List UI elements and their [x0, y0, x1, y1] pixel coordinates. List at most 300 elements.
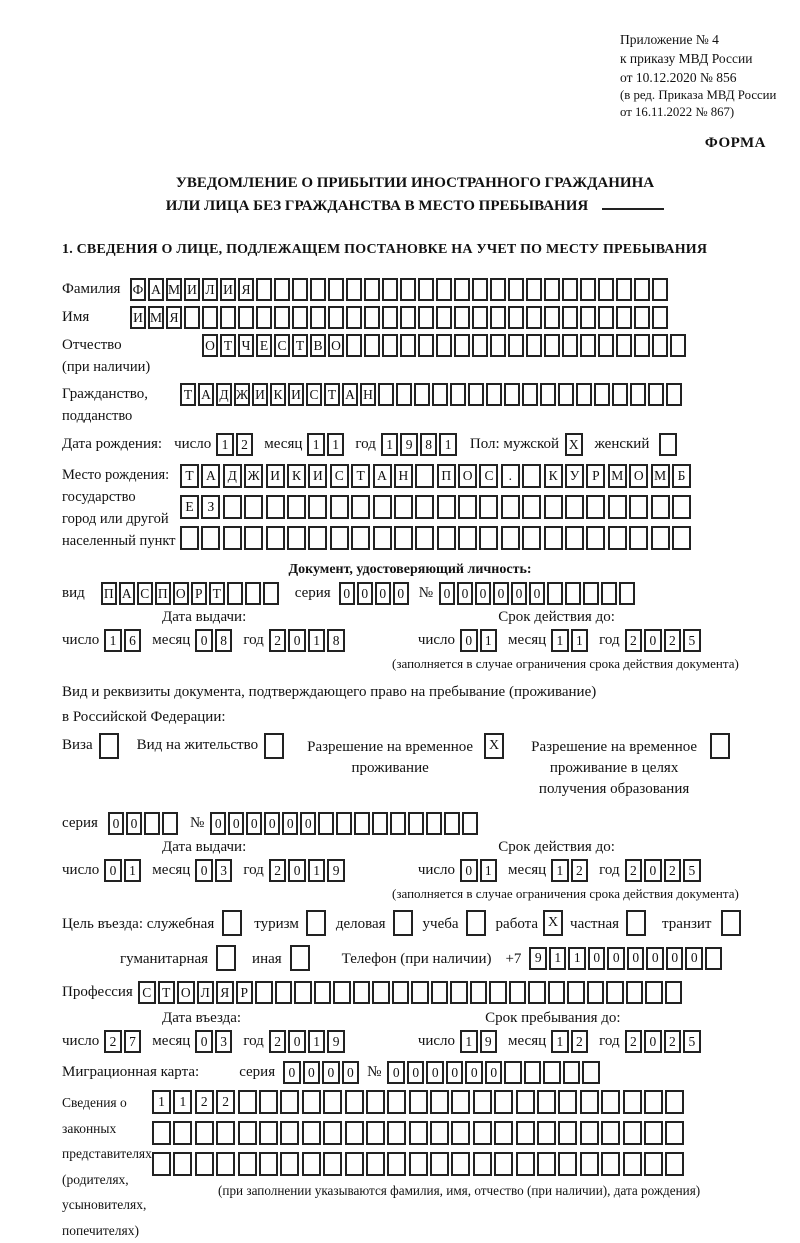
char-cell[interactable] — [516, 1090, 535, 1114]
char-cell[interactable] — [563, 1061, 581, 1084]
char-cell[interactable]: С — [137, 582, 153, 605]
char-cell[interactable] — [558, 1121, 577, 1145]
char-cell[interactable] — [634, 306, 650, 329]
char-cell[interactable]: А — [373, 464, 392, 488]
char-cell[interactable]: 0 — [288, 1030, 306, 1053]
char-cell[interactable] — [522, 464, 541, 488]
char-cell[interactable] — [454, 334, 470, 357]
char-cell[interactable]: 0 — [104, 859, 122, 882]
char-cell[interactable] — [144, 812, 160, 835]
char-cell[interactable] — [345, 1152, 364, 1176]
char-cell[interactable]: 1 — [308, 629, 326, 652]
char-cell[interactable]: О — [629, 464, 648, 488]
char-cell[interactable] — [634, 278, 650, 301]
char-cell[interactable] — [630, 383, 646, 406]
char-cell[interactable] — [462, 812, 478, 835]
char-cell[interactable] — [652, 306, 668, 329]
char-cell[interactable] — [598, 278, 614, 301]
char-cell[interactable]: У — [565, 464, 584, 488]
char-cell[interactable] — [558, 1090, 577, 1114]
char-cell[interactable] — [543, 1061, 561, 1084]
char-cell[interactable] — [528, 981, 546, 1004]
char-cell[interactable]: 8 — [215, 629, 233, 652]
char-cell[interactable] — [710, 733, 730, 759]
char-cell[interactable]: 1 — [308, 859, 326, 882]
char-cell[interactable]: 9 — [400, 433, 418, 456]
char-cell[interactable]: 0 — [126, 812, 142, 835]
char-cell[interactable]: П — [437, 464, 456, 488]
char-cell[interactable] — [721, 910, 741, 936]
char-cell[interactable]: 2 — [664, 859, 682, 882]
char-cell[interactable]: 5 — [683, 1030, 701, 1053]
char-cell[interactable] — [562, 334, 578, 357]
char-cell[interactable] — [580, 1121, 599, 1145]
char-cell[interactable]: А — [148, 278, 164, 301]
char-cell[interactable] — [330, 526, 349, 550]
char-cell[interactable]: М — [148, 306, 164, 329]
char-cell[interactable] — [606, 981, 624, 1004]
char-cell[interactable] — [264, 733, 284, 759]
char-cell[interactable]: 1 — [308, 1030, 326, 1053]
char-cell[interactable] — [382, 306, 398, 329]
char-cell[interactable] — [436, 334, 452, 357]
char-cell[interactable]: Б — [672, 464, 691, 488]
char-cell[interactable] — [509, 981, 527, 1004]
char-cell[interactable] — [400, 306, 416, 329]
char-cell[interactable] — [415, 495, 434, 519]
char-cell[interactable] — [238, 1121, 257, 1145]
char-cell[interactable]: С — [138, 981, 156, 1004]
char-cell[interactable] — [184, 306, 200, 329]
char-cell[interactable] — [346, 306, 362, 329]
char-cell[interactable] — [540, 383, 556, 406]
char-cell[interactable] — [651, 495, 670, 519]
char-cell[interactable]: 2 — [664, 1030, 682, 1053]
char-cell[interactable] — [582, 1061, 600, 1084]
char-cell[interactable]: 1 — [124, 859, 142, 882]
char-cell[interactable] — [580, 278, 596, 301]
char-cell[interactable]: 9 — [327, 1030, 345, 1053]
char-cell[interactable]: 1 — [551, 1030, 569, 1053]
char-cell[interactable] — [245, 582, 261, 605]
char-cell[interactable]: . — [501, 464, 520, 488]
char-cell[interactable] — [415, 464, 434, 488]
char-cell[interactable]: 0 — [446, 1061, 464, 1084]
char-cell[interactable] — [328, 278, 344, 301]
char-cell[interactable] — [665, 1121, 684, 1145]
char-cell[interactable] — [454, 306, 470, 329]
char-cell[interactable]: И — [220, 278, 236, 301]
char-cell[interactable] — [489, 981, 507, 1004]
char-cell[interactable] — [238, 306, 254, 329]
char-cell[interactable] — [651, 526, 670, 550]
char-cell[interactable]: С — [306, 383, 322, 406]
char-cell[interactable]: 1 — [568, 947, 586, 970]
char-cell[interactable]: 0 — [475, 582, 491, 605]
char-cell[interactable]: О — [202, 334, 218, 357]
char-cell[interactable] — [672, 526, 691, 550]
char-cell[interactable]: П — [101, 582, 117, 605]
char-cell[interactable]: 0 — [195, 859, 213, 882]
char-cell[interactable]: Я — [166, 306, 182, 329]
char-cell[interactable] — [612, 383, 628, 406]
char-cell[interactable]: 0 — [387, 1061, 405, 1084]
char-cell[interactable] — [216, 945, 236, 971]
char-cell[interactable] — [266, 495, 285, 519]
char-cell[interactable]: М — [166, 278, 182, 301]
char-cell[interactable]: О — [458, 464, 477, 488]
char-cell[interactable]: 0 — [322, 1061, 340, 1084]
char-cell[interactable] — [665, 1090, 684, 1114]
char-cell[interactable]: М — [608, 464, 627, 488]
char-cell[interactable] — [468, 383, 484, 406]
char-cell[interactable] — [351, 526, 370, 550]
char-cell[interactable]: 0 — [460, 629, 478, 652]
char-cell[interactable] — [508, 278, 524, 301]
char-cell[interactable] — [580, 334, 596, 357]
char-cell[interactable]: 0 — [666, 947, 684, 970]
char-cell[interactable]: 0 — [485, 1061, 503, 1084]
char-cell[interactable] — [330, 495, 349, 519]
char-cell[interactable] — [280, 1152, 299, 1176]
char-cell[interactable]: 1 — [571, 629, 589, 652]
char-cell[interactable] — [195, 1152, 214, 1176]
char-cell[interactable] — [364, 278, 380, 301]
char-cell[interactable]: 2 — [216, 1090, 235, 1114]
char-cell[interactable]: X — [565, 433, 583, 456]
char-cell[interactable]: 1 — [381, 433, 399, 456]
char-cell[interactable] — [598, 334, 614, 357]
char-cell[interactable] — [436, 278, 452, 301]
char-cell[interactable]: 0 — [342, 1061, 360, 1084]
char-cell[interactable] — [308, 495, 327, 519]
char-cell[interactable] — [372, 981, 390, 1004]
char-cell[interactable] — [494, 1152, 513, 1176]
char-cell[interactable]: 0 — [339, 582, 355, 605]
char-cell[interactable] — [201, 526, 220, 550]
char-cell[interactable]: 0 — [627, 947, 645, 970]
char-cell[interactable]: 0 — [283, 1061, 301, 1084]
char-cell[interactable] — [608, 495, 627, 519]
char-cell[interactable] — [99, 733, 119, 759]
char-cell[interactable]: И — [288, 383, 304, 406]
char-cell[interactable] — [652, 278, 668, 301]
char-cell[interactable] — [394, 526, 413, 550]
char-cell[interactable] — [409, 1121, 428, 1145]
char-cell[interactable] — [414, 383, 430, 406]
char-cell[interactable] — [351, 495, 370, 519]
char-cell[interactable]: С — [330, 464, 349, 488]
char-cell[interactable] — [672, 495, 691, 519]
char-cell[interactable]: Т — [209, 582, 225, 605]
char-cell[interactable]: 2 — [195, 1090, 214, 1114]
char-cell[interactable] — [411, 981, 429, 1004]
char-cell[interactable]: 0 — [460, 859, 478, 882]
char-cell[interactable]: 2 — [571, 1030, 589, 1053]
char-cell[interactable] — [576, 383, 592, 406]
char-cell[interactable] — [454, 278, 470, 301]
char-cell[interactable] — [259, 1152, 278, 1176]
char-cell[interactable]: М — [651, 464, 670, 488]
char-cell[interactable]: 0 — [426, 1061, 444, 1084]
char-cell[interactable]: 1 — [104, 629, 122, 652]
char-cell[interactable] — [354, 812, 370, 835]
char-cell[interactable]: Н — [394, 464, 413, 488]
char-cell[interactable]: 1 — [173, 1090, 192, 1114]
char-cell[interactable]: 1 — [460, 1030, 478, 1053]
char-cell[interactable]: 0 — [439, 582, 455, 605]
char-cell[interactable]: 2 — [269, 1030, 287, 1053]
char-cell[interactable]: С — [274, 334, 290, 357]
char-cell[interactable] — [308, 526, 327, 550]
char-cell[interactable] — [323, 1090, 342, 1114]
char-cell[interactable] — [216, 1121, 235, 1145]
char-cell[interactable] — [450, 981, 468, 1004]
char-cell[interactable]: Л — [197, 981, 215, 1004]
char-cell[interactable] — [244, 495, 263, 519]
char-cell[interactable] — [580, 1152, 599, 1176]
char-cell[interactable]: 2 — [625, 629, 643, 652]
char-cell[interactable] — [562, 278, 578, 301]
char-cell[interactable] — [336, 812, 352, 835]
char-cell[interactable] — [565, 526, 584, 550]
char-cell[interactable]: X — [543, 910, 563, 936]
char-cell[interactable] — [548, 981, 566, 1004]
char-cell[interactable] — [437, 495, 456, 519]
char-cell[interactable] — [256, 306, 272, 329]
char-cell[interactable] — [436, 306, 452, 329]
char-cell[interactable]: 0 — [588, 947, 606, 970]
char-cell[interactable] — [580, 1090, 599, 1114]
char-cell[interactable] — [567, 981, 585, 1004]
char-cell[interactable] — [524, 1061, 542, 1084]
char-cell[interactable]: 0 — [407, 1061, 425, 1084]
char-cell[interactable] — [287, 495, 306, 519]
char-cell[interactable]: 0 — [644, 629, 662, 652]
char-cell[interactable] — [310, 278, 326, 301]
char-cell[interactable] — [537, 1121, 556, 1145]
char-cell[interactable]: К — [287, 464, 306, 488]
char-cell[interactable] — [390, 812, 406, 835]
char-cell[interactable] — [629, 526, 648, 550]
char-cell[interactable]: Т — [292, 334, 308, 357]
char-cell[interactable] — [364, 306, 380, 329]
char-cell[interactable] — [544, 495, 563, 519]
char-cell[interactable] — [393, 910, 413, 936]
char-cell[interactable] — [598, 306, 614, 329]
char-cell[interactable]: 2 — [664, 629, 682, 652]
char-cell[interactable]: 0 — [644, 1030, 662, 1053]
char-cell[interactable] — [586, 495, 605, 519]
char-cell[interactable] — [162, 812, 178, 835]
char-cell[interactable] — [152, 1121, 171, 1145]
char-cell[interactable] — [415, 526, 434, 550]
char-cell[interactable] — [238, 1090, 257, 1114]
char-cell[interactable]: 0 — [288, 859, 306, 882]
char-cell[interactable] — [623, 1152, 642, 1176]
char-cell[interactable]: П — [155, 582, 171, 605]
char-cell[interactable]: Е — [256, 334, 272, 357]
char-cell[interactable]: 0 — [195, 629, 213, 652]
char-cell[interactable]: 1 — [480, 629, 498, 652]
char-cell[interactable] — [537, 1152, 556, 1176]
char-cell[interactable] — [256, 278, 272, 301]
char-cell[interactable] — [562, 306, 578, 329]
char-cell[interactable] — [418, 278, 434, 301]
char-cell[interactable]: Р — [586, 464, 605, 488]
char-cell[interactable] — [223, 526, 242, 550]
char-cell[interactable] — [490, 334, 506, 357]
char-cell[interactable]: З — [201, 495, 220, 519]
char-cell[interactable] — [173, 1121, 192, 1145]
char-cell[interactable]: В — [310, 334, 326, 357]
char-cell[interactable]: С — [479, 464, 498, 488]
char-cell[interactable]: О — [177, 981, 195, 1004]
char-cell[interactable] — [486, 383, 502, 406]
char-cell[interactable]: Ж — [234, 383, 250, 406]
char-cell[interactable]: 0 — [195, 1030, 213, 1053]
char-cell[interactable] — [652, 334, 668, 357]
char-cell[interactable] — [430, 1090, 449, 1114]
char-cell[interactable] — [479, 495, 498, 519]
char-cell[interactable] — [223, 495, 242, 519]
char-cell[interactable] — [583, 582, 599, 605]
char-cell[interactable] — [666, 383, 682, 406]
char-cell[interactable] — [437, 526, 456, 550]
char-cell[interactable]: 8 — [420, 433, 438, 456]
char-cell[interactable] — [537, 1090, 556, 1114]
char-cell[interactable]: Т — [158, 981, 176, 1004]
char-cell[interactable] — [294, 981, 312, 1004]
char-cell[interactable] — [387, 1152, 406, 1176]
char-cell[interactable] — [623, 1090, 642, 1114]
char-cell[interactable]: О — [173, 582, 189, 605]
char-cell[interactable] — [526, 334, 542, 357]
char-cell[interactable]: Ч — [238, 334, 254, 357]
char-cell[interactable] — [504, 1061, 522, 1084]
char-cell[interactable]: Т — [220, 334, 236, 357]
char-cell[interactable] — [274, 306, 290, 329]
char-cell[interactable]: 1 — [327, 433, 345, 456]
char-cell[interactable]: 1 — [152, 1090, 171, 1114]
char-cell[interactable]: 2 — [104, 1030, 122, 1053]
char-cell[interactable]: 9 — [327, 859, 345, 882]
char-cell[interactable]: 0 — [282, 812, 298, 835]
char-cell[interactable] — [629, 495, 648, 519]
char-cell[interactable] — [450, 383, 466, 406]
char-cell[interactable] — [451, 1090, 470, 1114]
char-cell[interactable] — [275, 981, 293, 1004]
char-cell[interactable]: 3 — [215, 859, 233, 882]
char-cell[interactable] — [302, 1090, 321, 1114]
char-cell[interactable] — [292, 306, 308, 329]
char-cell[interactable] — [328, 306, 344, 329]
char-cell[interactable] — [472, 306, 488, 329]
char-cell[interactable] — [287, 526, 306, 550]
char-cell[interactable]: 1 — [480, 859, 498, 882]
char-cell[interactable]: 0 — [246, 812, 262, 835]
char-cell[interactable] — [346, 334, 362, 357]
char-cell[interactable] — [216, 1152, 235, 1176]
char-cell[interactable] — [373, 495, 392, 519]
char-cell[interactable] — [616, 334, 632, 357]
char-cell[interactable] — [526, 278, 542, 301]
char-cell[interactable]: 1 — [551, 629, 569, 652]
char-cell[interactable] — [396, 383, 412, 406]
char-cell[interactable] — [634, 334, 650, 357]
char-cell[interactable] — [565, 582, 581, 605]
char-cell[interactable] — [587, 981, 605, 1004]
char-cell[interactable] — [392, 981, 410, 1004]
char-cell[interactable]: 0 — [210, 812, 226, 835]
char-cell[interactable] — [426, 812, 442, 835]
char-cell[interactable] — [544, 306, 560, 329]
char-cell[interactable] — [594, 383, 610, 406]
char-cell[interactable] — [616, 278, 632, 301]
char-cell[interactable] — [501, 526, 520, 550]
char-cell[interactable]: 2 — [625, 859, 643, 882]
char-cell[interactable]: 7 — [124, 1030, 142, 1053]
char-cell[interactable] — [173, 1152, 192, 1176]
char-cell[interactable] — [466, 910, 486, 936]
char-cell[interactable] — [648, 383, 664, 406]
char-cell[interactable] — [451, 1152, 470, 1176]
char-cell[interactable] — [430, 1152, 449, 1176]
char-cell[interactable] — [418, 334, 434, 357]
char-cell[interactable] — [601, 1121, 620, 1145]
char-cell[interactable] — [387, 1121, 406, 1145]
char-cell[interactable] — [290, 945, 310, 971]
char-cell[interactable]: И — [184, 278, 200, 301]
char-cell[interactable] — [472, 278, 488, 301]
char-cell[interactable]: 0 — [607, 947, 625, 970]
char-cell[interactable] — [670, 334, 686, 357]
char-cell[interactable]: К — [270, 383, 286, 406]
char-cell[interactable] — [451, 1121, 470, 1145]
char-cell[interactable] — [432, 383, 448, 406]
char-cell[interactable]: 0 — [288, 629, 306, 652]
char-cell[interactable] — [222, 910, 242, 936]
char-cell[interactable] — [306, 910, 326, 936]
char-cell[interactable]: 8 — [327, 629, 345, 652]
char-cell[interactable] — [263, 582, 279, 605]
char-cell[interactable] — [409, 1152, 428, 1176]
char-cell[interactable]: 0 — [264, 812, 280, 835]
char-cell[interactable] — [259, 1090, 278, 1114]
char-cell[interactable] — [626, 910, 646, 936]
char-cell[interactable]: Р — [236, 981, 254, 1004]
char-cell[interactable]: 0 — [300, 812, 316, 835]
char-cell[interactable] — [544, 334, 560, 357]
char-cell[interactable]: 1 — [307, 433, 325, 456]
char-cell[interactable] — [195, 1121, 214, 1145]
char-cell[interactable] — [400, 334, 416, 357]
char-cell[interactable] — [644, 1090, 663, 1114]
char-cell[interactable] — [544, 526, 563, 550]
char-cell[interactable] — [619, 582, 635, 605]
char-cell[interactable] — [473, 1121, 492, 1145]
char-cell[interactable] — [479, 526, 498, 550]
char-cell[interactable] — [323, 1121, 342, 1145]
char-cell[interactable] — [152, 1152, 171, 1176]
char-cell[interactable]: 0 — [646, 947, 664, 970]
char-cell[interactable] — [665, 1152, 684, 1176]
char-cell[interactable] — [516, 1152, 535, 1176]
char-cell[interactable] — [494, 1090, 513, 1114]
char-cell[interactable]: 1 — [549, 947, 567, 970]
char-cell[interactable] — [522, 383, 538, 406]
char-cell[interactable]: К — [544, 464, 563, 488]
